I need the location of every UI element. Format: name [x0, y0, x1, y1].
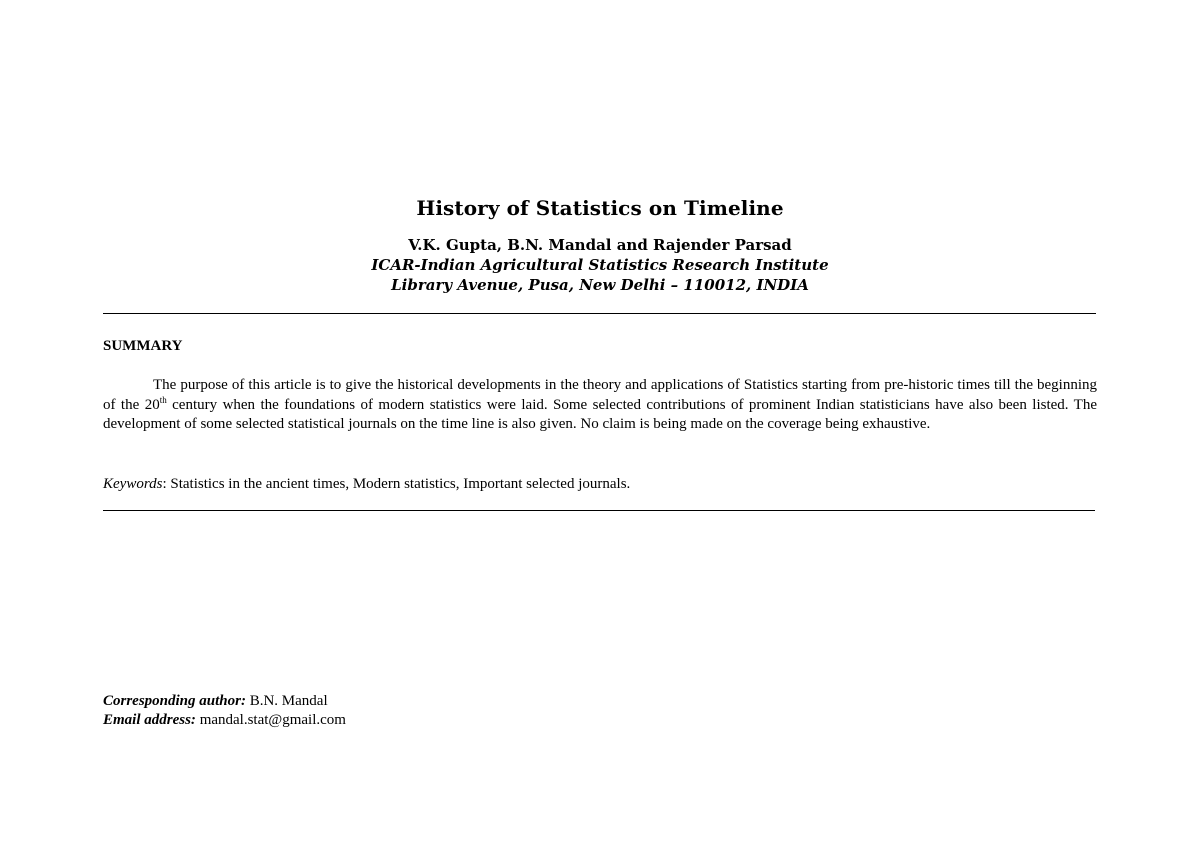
keywords-line — [103, 476, 630, 493]
summary-text-part1: The purpose of this article is to give the historical developments in the theory and applications of Statistics starting from pre-historic times till the beginning of the 20 — [103, 377, 1097, 413]
summary-paragraph — [103, 376, 1097, 435]
corresponding-author-value: B.N. Mandal — [245, 693, 328, 709]
keywords-separator: : — [162, 476, 167, 492]
institute-address: Library Avenue, Pusa, New Delhi – 110012, INDIA — [391, 276, 809, 294]
author-list: V.K. Gupta, B.N. Mandal and Rajender Parsad — [408, 236, 792, 254]
corresponding-author-label: Corresponding author: — [103, 693, 246, 709]
paper-title: History of Statistics on Timeline — [416, 196, 784, 220]
email-address — [103, 712, 346, 729]
email-address-label: Email address: — [103, 712, 196, 728]
email-address-value: mandal.stat@gmail.com — [195, 712, 346, 728]
summary-divider — [103, 510, 1095, 511]
summary-superscript: th — [159, 394, 167, 405]
corresponding-author — [103, 693, 328, 710]
institute-name: ICAR-Indian Agricultural Statistics Research Institute — [371, 256, 829, 274]
summary-text-part2: century when the foundations of modern statistics were laid. Some selected contributions of prominent Indian statisticians have also been listed. The development of some selected statistical journals on the time line is also given. No claim is being made on the coverage being exhaustive. — [103, 396, 1098, 432]
summary-heading: SUMMARY — [103, 338, 183, 354]
keywords-text: Statistics in the ancient times, Modern statistics, Important selected journals. — [166, 476, 631, 492]
header-divider — [103, 313, 1096, 314]
keywords-label: Keywords — [103, 476, 163, 492]
